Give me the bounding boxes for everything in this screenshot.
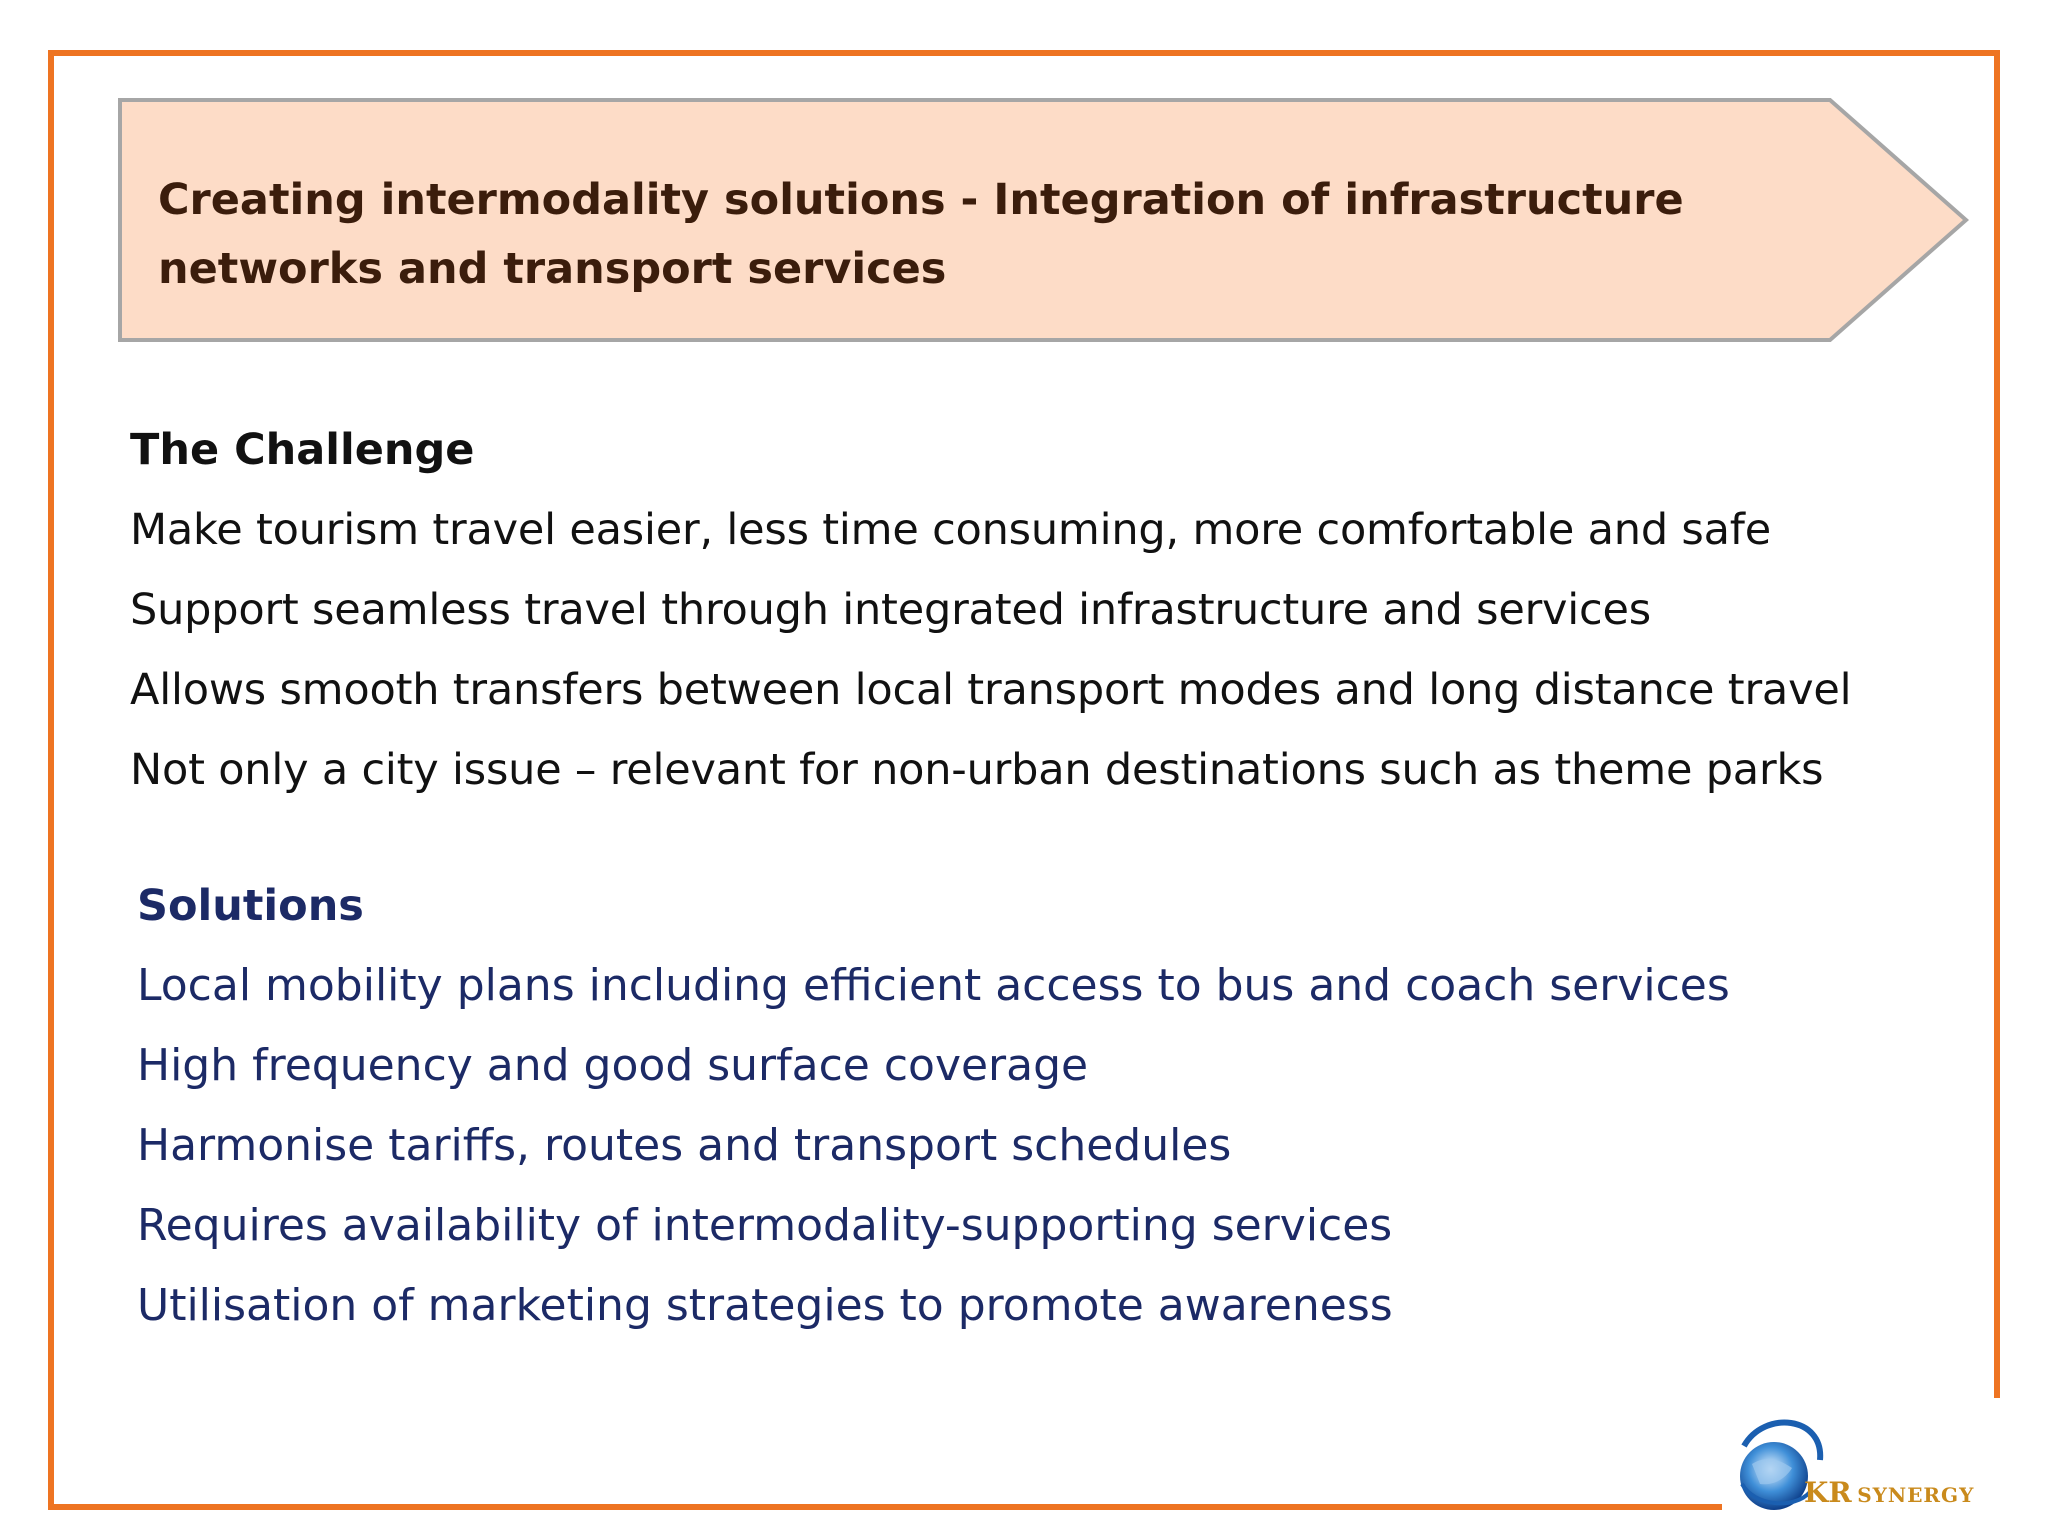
list-item: Local mobility plans including efficient access to bus and coach services [137, 960, 1730, 1011]
challenge-list [130, 490, 1950, 810]
list-item: Allows smooth transfers between local transport modes and long distance travel [130, 665, 1852, 715]
list-item: High frequency and good surface coverage [137, 1040, 1089, 1091]
logo-text-big: KR [1804, 1476, 1852, 1509]
list-item: Requires availability of intermodality-supporting services [137, 1200, 1393, 1251]
challenge-heading: The Challenge [130, 425, 475, 475]
list-item: Make tourism travel easier, less time consuming, more comfortable and safe [130, 505, 1771, 555]
title-banner [118, 98, 1968, 342]
list-item: Utilisation of marketing strategies to promote awareness [137, 1280, 1393, 1331]
list-item: Not only a city issue – relevant for non-urban destinations such as theme parks [130, 745, 1824, 795]
challenge-section [130, 410, 1950, 810]
solutions-list [137, 946, 1957, 1346]
list-item: Support seamless travel through integrated infrastructure and services [130, 585, 1651, 635]
logo-text-small: SYNERGY [1857, 1483, 1975, 1507]
solutions-section [137, 866, 1957, 1346]
solutions-heading: Solutions [137, 881, 364, 931]
logo-text [1804, 1476, 1974, 1509]
list-item: Harmonise tariffs, routes and transport schedules [137, 1120, 1232, 1171]
slide-title: Creating intermodality solutions - Integration of infrastructure networks and transport services [158, 175, 1684, 294]
kr-synergy-logo [1722, 1398, 2022, 1528]
